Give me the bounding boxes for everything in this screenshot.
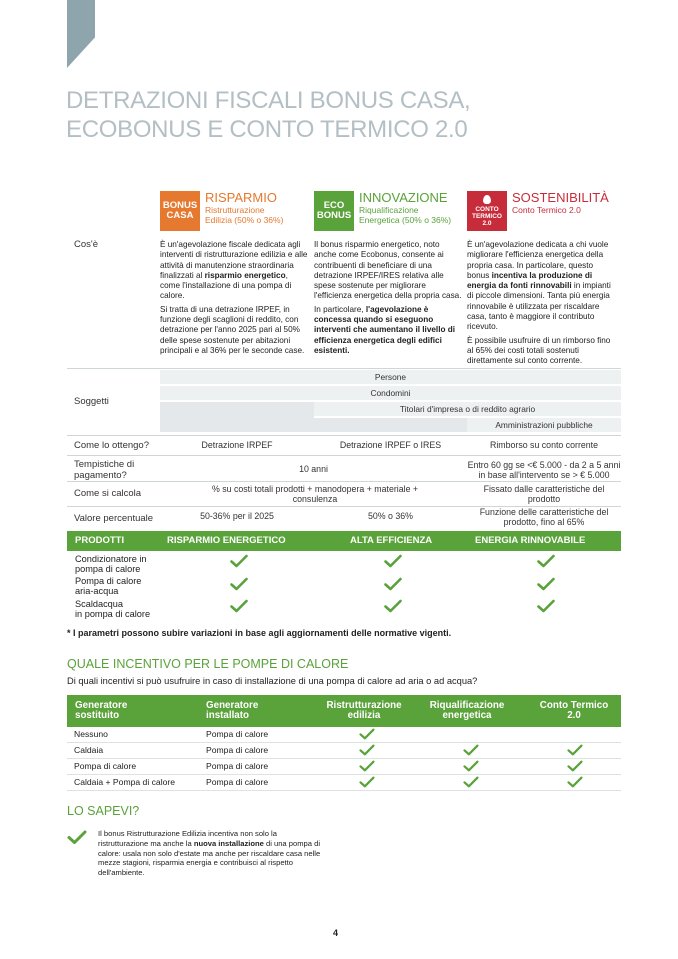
conto-termico-badge: CONTO TERMICO 2.0 <box>467 191 507 231</box>
check-icon <box>359 728 375 740</box>
row-label-come-calcola: Come si calcola <box>74 488 142 499</box>
row-label-tempistiche: Tempistiche di pagamento? <box>74 459 135 481</box>
product-row: Condizionatore in pompa di calore <box>75 554 147 574</box>
description-ecobonus: Il bonus risparmio energetico, noto anche come Ecobonus, consente ai contribuenti di beneficiare di una detrazione IRPEF/IRES relativa alle spese sostenute per migliorare l'efficienza energetica della propria casa. In particolare, l'agevolazione è concessa quando si eseguono interventi che aumentano il livello di efficienza energetica degli edifici esistenti. <box>314 240 462 355</box>
check-icon <box>537 599 555 613</box>
valore-bonus-casa: 50-36% per il 2025 <box>200 511 274 521</box>
check-icon <box>463 760 479 772</box>
corner-tab <box>67 0 95 68</box>
header-conto-termico: Conto Termico 2.0 <box>539 700 609 721</box>
check-icon <box>230 599 248 613</box>
check-icon <box>567 760 583 772</box>
description-bonus-casa: È un'agevolazione fiscale dedicata agli interventi di ristrutturazione edilizia e alle attività di manutenzione straordinaria finalizzati al risparmio energetico, come l'installazione di una pompa di calore. Si tratta di una detrazione IRPEF, in funzione degli scaglioni di reddito, con detrazione per l'anno 2025 pari al 50% delle spese sostenute per abitazioni principali e al 36% per le seconde case. <box>160 240 308 355</box>
check-icon <box>537 577 555 591</box>
ottengo-conto-termico: Rimborso su conto corrente <box>489 440 599 450</box>
check-icon <box>567 776 583 788</box>
check-icon <box>384 577 402 591</box>
category-conto-termico: CONTO TERMICO 2.0 SOSTENIBILITÀ Conto Termico 2.0 <box>467 191 609 231</box>
check-icon <box>463 744 479 756</box>
product-row: Scaldacqua in pompa di calore <box>75 599 151 619</box>
category-name: RISPARMIO <box>205 190 277 205</box>
page-number: 4 <box>333 928 339 938</box>
header-alta-efficienza: ALTA EFFICIENZA <box>350 535 433 546</box>
category-ecobonus: ECO BONUS INNOVAZIONE Riqualificazione Energetica (50% o 36%) <box>314 191 451 231</box>
check-icon <box>359 760 375 772</box>
check-icon <box>230 577 248 591</box>
check-icon <box>359 776 375 788</box>
flame-icon <box>483 195 491 204</box>
header-energia-rinnovabile: ENERGIA RINNOVABILE <box>475 535 586 546</box>
product-row: Pompa di calore aria-acqua <box>75 576 142 596</box>
ottengo-ecobonus: Detrazione IRPEF o IRES <box>339 440 442 450</box>
row-label-cose: Cos'è <box>74 239 98 250</box>
incentives-table-header <box>67 695 621 727</box>
table-row: Nessuno Pompa di calore <box>67 727 621 743</box>
section-subtitle: Di quali incentivi si può usufruire in caso di installazione di una pompa di calore ad aria o ad acqua? <box>67 676 478 686</box>
table-row: Pompa di calore Pompa di calore <box>67 759 621 775</box>
section-title-incentivo: QUALE INCENTIVO PER LE POMPE DI CALORE <box>67 657 349 671</box>
table-row: Caldaia Pompa di calore <box>67 743 621 759</box>
header-riqualificazione: Riqualificazione energetica <box>429 700 505 721</box>
products-table-header <box>67 531 621 551</box>
header-prodotti: PRODOTTI <box>75 535 125 546</box>
category-name: SOSTENIBILITÀ <box>512 190 609 205</box>
check-icon <box>537 554 555 568</box>
header-sostituito: Generatore sostituito <box>75 700 128 721</box>
separator <box>67 368 621 369</box>
valore-ecobonus: 50% o 36% <box>368 511 413 521</box>
check-icon <box>359 744 375 756</box>
header-risparmio-energetico: RISPARMIO ENERGETICO <box>167 535 286 546</box>
check-icon <box>67 829 87 845</box>
header-installato: Generatore installato <box>206 700 259 721</box>
tempi-conto-termico: Entro 60 gg se <€ 5.000 - da 2 a 5 anni in base all'intervento se > € 5.000 <box>467 460 621 480</box>
check-icon <box>463 776 479 788</box>
soggetti-empty-block <box>314 418 467 432</box>
soggetti-persone-bar: Persone <box>160 370 621 384</box>
header-ristrutturazione: Ristrutturazione edilizia <box>326 700 402 721</box>
tip-text: Il bonus Ristrutturazione Edilizia incentiva non solo la ristrutturazione ma anche la nuova installazione di una pompa di calore: usala non solo d'estate ma anche per riscaldare casa nelle mezze stagioni, risparmia energia e contribuisci al rispetto dell'ambiente. <box>98 829 321 878</box>
check-icon <box>384 554 402 568</box>
row-label-soggetti: Soggetti <box>74 396 109 407</box>
check-icon <box>230 554 248 568</box>
category-bonus-casa: BONUS CASA RISPARMIO Ristrutturazione Edilizia (50% o 36%) <box>160 191 283 231</box>
calcolo-conto-termico: Fissato dalle caratteristiche del prodotto <box>483 484 605 504</box>
tempi-detrazioni: 10 anni <box>299 464 328 474</box>
row-label-valore: Valore percentuale <box>74 513 154 524</box>
page-title: DETRAZIONI FISCALI BONUS CASA, ECOBONUS E CONTO TERMICO 2.0 <box>66 87 471 143</box>
soggetti-amministrazioni-bar: Amministrazioni pubbliche <box>467 418 621 432</box>
soggetti-titolari-bar: Titolari d'impresa o di reddito agrario <box>314 402 621 416</box>
soggetti-empty-block <box>160 402 314 432</box>
description-conto-termico: È un'agevolazione dedicata a chi vuole migliorare l'efficienza energetica della propria casa. In particolare, questo bonus incentiva la produzione di energia da fonti rinnovabili in impianti di piccole dimensioni. Tanta più energia rinnovabile è utilizzata per riscaldare casa, tanto è maggiore il contributo ricevuto. È possibile usufruire di un rimborso fino al 65% dei costi totali sostenuti direttamente sul conto corrente. <box>467 240 611 366</box>
footnote: * I parametri possono subire variazioni in base agli aggiornamenti delle normative vigenti. <box>67 628 452 638</box>
bonus-casa-badge: BONUS CASA <box>160 191 200 231</box>
soggetti-condomini-bar: Condomini <box>160 386 621 400</box>
separator <box>67 435 621 436</box>
separator <box>67 455 621 456</box>
section-title-lo-sapevi: LO SAPEVI? <box>67 804 140 818</box>
valore-conto-termico: Funzione delle caratteristiche del prodotto, fino al 65% <box>479 507 609 527</box>
category-name: INNOVAZIONE <box>359 190 448 205</box>
row-label-come-ottengo: Come lo ottengo? <box>74 440 149 451</box>
check-icon <box>567 744 583 756</box>
calcolo-detrazioni: % su costi totali prodotti + manodopera + materiale + consulenza <box>211 484 419 504</box>
ecobonus-badge: ECO BONUS <box>314 191 354 231</box>
ottengo-bonus-casa: Detrazione IRPEF <box>201 440 273 450</box>
table-row: Caldaia + Pompa di calore Pompa di calore <box>67 775 621 791</box>
check-icon <box>384 599 402 613</box>
separator <box>67 481 621 482</box>
